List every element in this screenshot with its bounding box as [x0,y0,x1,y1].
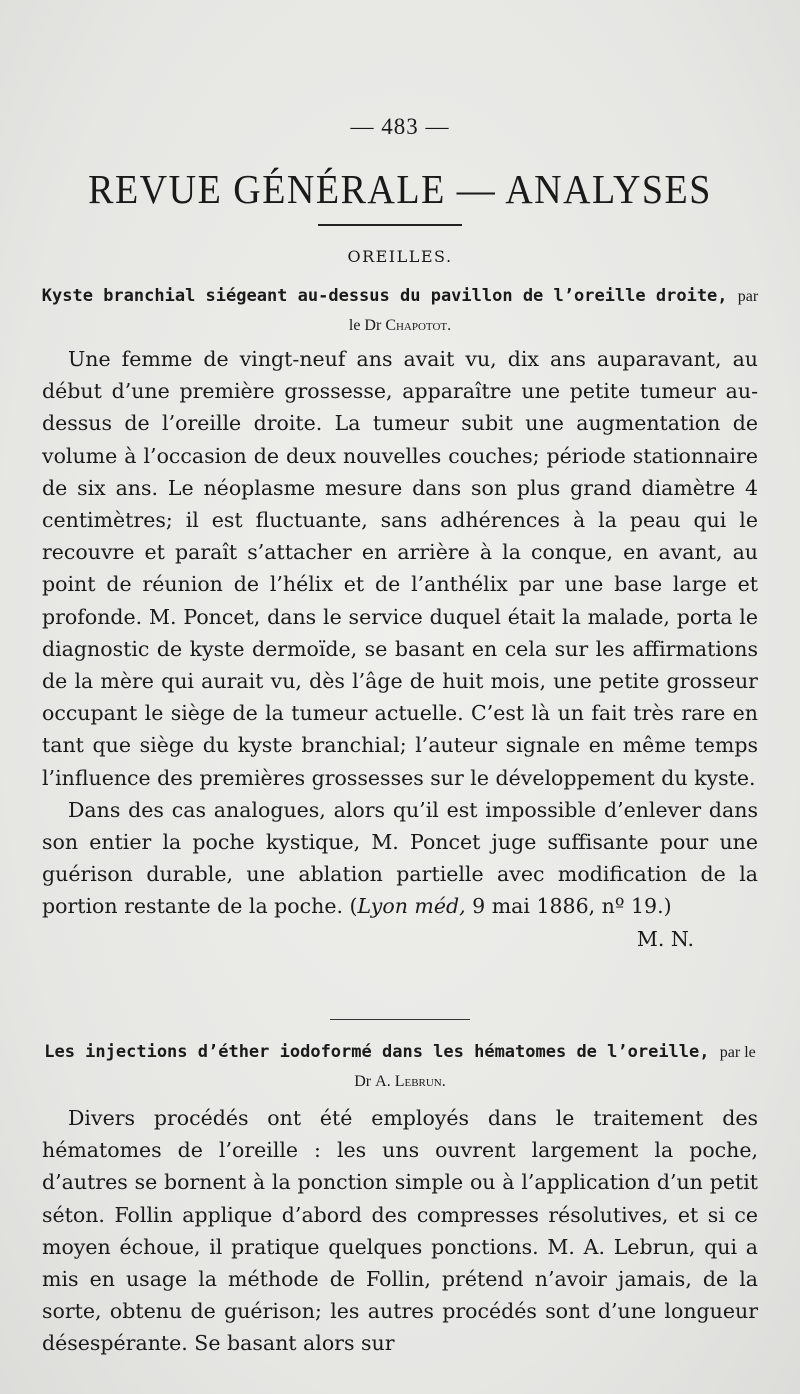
article-1-signature: M. N. [636,926,694,951]
article-1-paragraph-2-text: Dans des cas analogues, alors qu’il est impossible d’enlever dans son entier la poche kystique, M. Poncet juge suffisante pour une guérison durable, une ablation partielle avec modification de la portion restante de la poche. [42,797,758,919]
citation-open: ( [349,894,358,919]
article-1-body [42,343,758,955]
citation-date: 9 mai 1886, nº 19.) [472,894,672,919]
article-2-body [42,1102,758,1360]
article-2-paragraph-1: Divers procédés ont été employés dans le traitement des hématomes de l’oreille : les uns ouvrent largement la poche, d’autres se bornent à la ponction simple ou à l’application d’un petit séton. Follin applique d’abord des compresses résolutives, et si ce moyen échoue, il pratique quelques ponctions. M. A. Lebrun, qui a mis en usage la méthode de Follin, prétend n’avoir jamais, de la sorte, obtenu de guérison; les autres procédés sont d’une longueur désespérante. Se basant alors sur [42,1106,758,1356]
article-1-author-name: Chapotot. [385,317,452,334]
article-1-paragraph-1: Une femme de vingt-neuf ans avait vu, dix ans auparavant, au début d’une première grossesse, apparaître une petite tumeur au-dessus de l’oreille droite. La tumeur subit une augmentation de volume à l’occasion de deux nouvelles couches; période stationnaire de six ans. Le néoplasme mesure dans son plus grand diamètre 4 centimètres; il est fluctuante, sans adhérences à la peau qui le recouvre et paraît s’attacher en arrière à la conque, en avant, au point de réunion de l’hélix et de l’anthélix par une base large et profonde. M. Poncet, dans le service duquel était la malade, porta le diagnostic de kyste dermoïde, se basant en cela sur les affirmations de la mère qui aurait vu, dès l’âge de huit mois, une petite grosseur occupant le siège de la tumeur actuelle. C’est là un fait très rare en tant que siège du kyste branchial; l’auteur signale en même temps l’influence des premières grossesses sur le développement du kyste. [42,347,758,790]
article-divider [330,1019,470,1020]
article-1-paragraph-2 [42,794,758,951]
category-heading: OREILLES. [347,247,453,266]
article-2-title [40,1038,760,1096]
page-number: — 483 — [350,114,450,139]
article-1-title [40,282,760,340]
article-2-author-name: A. Lebrun. [375,1073,446,1090]
article-2-author-prefix: par le Dr [354,1044,756,1090]
citation-source: Lyon méd, [357,894,466,919]
title-rule [318,224,462,226]
article-2-title-text: Les injections d’éther iodoformé dans les hématomes de l’oreille, [44,1042,710,1062]
article-1-title-text: Kyste branchial siégeant au-dessus du pavillon de l’oreille droite, [41,286,728,306]
section-title: REVUE GÉNÉRALE — ANALYSES [88,167,712,213]
article-1-author-prefix: par le Dr [348,288,759,334]
